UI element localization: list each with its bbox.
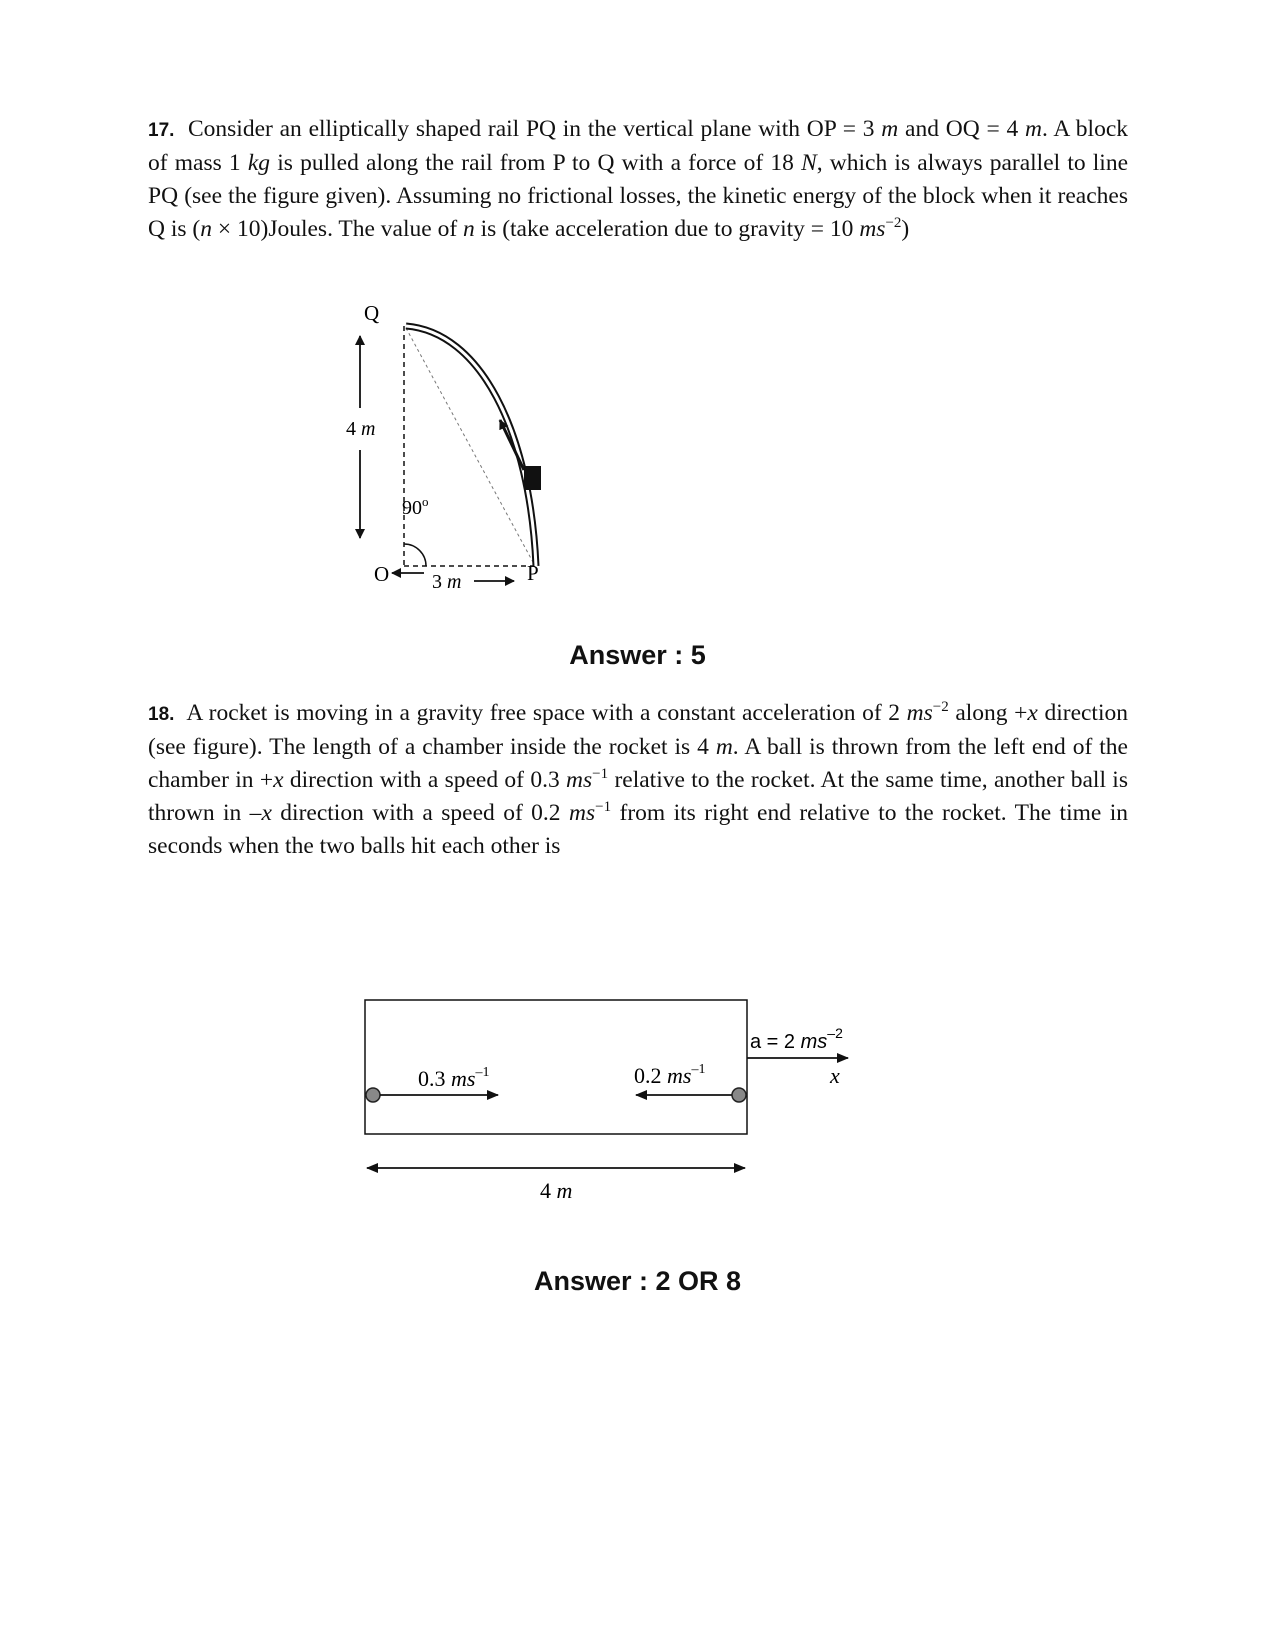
question-18-number: 18. xyxy=(148,704,175,725)
width-label: 3 m xyxy=(432,571,462,593)
left-ball xyxy=(366,1088,380,1102)
acceleration-label: a = 2 $ms^{-2}$ xyxy=(750,1025,843,1053)
label-p: P xyxy=(527,561,539,585)
height-label: 4 m xyxy=(346,418,376,440)
block xyxy=(524,466,541,490)
label-q: Q xyxy=(364,301,380,325)
label-o: O xyxy=(374,562,390,586)
angle-label: 90$^o$ xyxy=(402,494,429,519)
left-ball-velocity-label: 0.3 $ms^{-1}$ xyxy=(418,1065,490,1091)
question-17-text: 17. Consider an elliptically shaped rail PQ in the vertical plane with OP = 3 m and OQ = 4 m. A block of mass 1 kg is pulled along the rail from P to Q with a force of 18 N, which is always parallel to line PQ (see the figure given). Assuming no frictional losses, the kinetic energy of the block when it reaches Q is (n × 10)Joules. The value of n is (take acceleration due to gravity = 10 $ms^{-2}$) xyxy=(148,116,1129,242)
length-label: 4 m xyxy=(540,1178,573,1203)
x-axis-label: x xyxy=(830,1063,840,1088)
answer-18: Answer : 2 OR 8 xyxy=(533,1266,742,1296)
figure-18-rocket-chamber xyxy=(350,990,890,1220)
question-18-text: 18. A rocket is moving in a gravity free space with a constant acceleration of 2 $ms^{-2}$ along +x direction (see figure). The length of a chamber inside the rocket is 4 m. A ball is thrown from the left end of the chamber in +x direction with a speed of 0.3 $ms^{-1}$ relative to the rocket. At the same time, another ball is thrown in –x direction with a speed of 0.2 $ms^{-1}$ from its right end relative to the rocket. The time in seconds when the two balls hit each other is xyxy=(148,699,1129,859)
right-ball xyxy=(732,1088,746,1102)
figure-17-elliptical-rail xyxy=(340,300,580,600)
answer-17: Answer : 5 xyxy=(569,640,706,670)
right-angle-arc xyxy=(404,544,426,566)
right-ball-velocity-label: 0.2 $ms^{-1}$ xyxy=(634,1062,706,1088)
question-17-number: 17. xyxy=(148,120,175,141)
